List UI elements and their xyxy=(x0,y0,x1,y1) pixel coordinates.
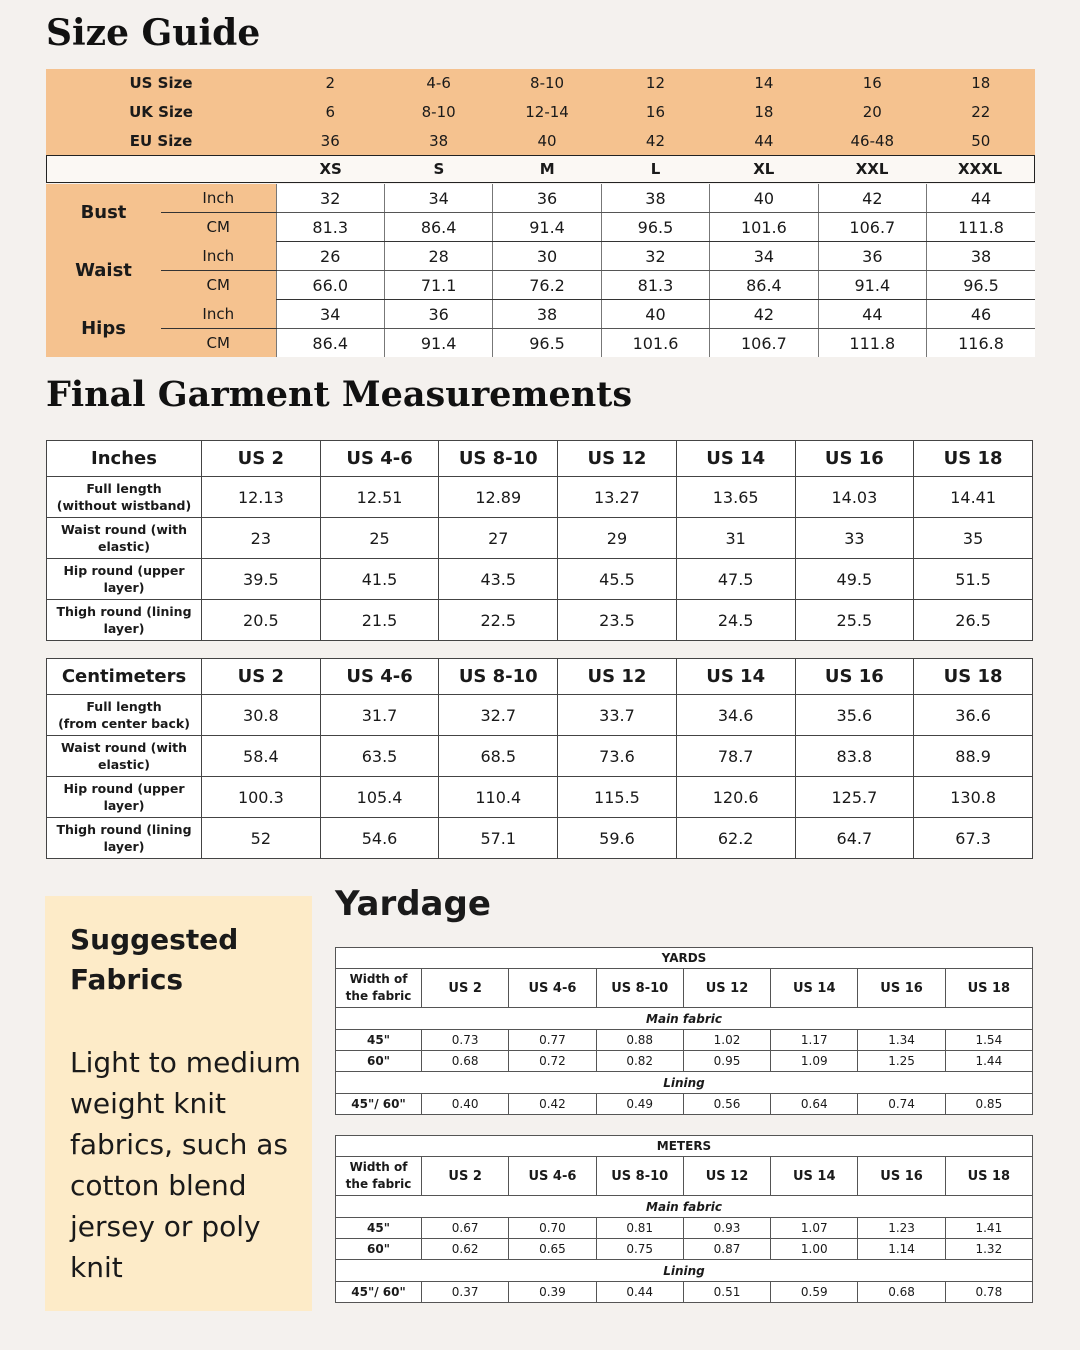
size-header: US 4-6 xyxy=(509,1157,596,1196)
us-size-label: US Size xyxy=(46,69,276,98)
value-cell: 1.17 xyxy=(771,1030,858,1051)
value-cell: 64.7 xyxy=(795,818,914,859)
letter-size-cell: S xyxy=(385,156,493,183)
value-cell: 0.59 xyxy=(771,1282,858,1303)
value-cell: 12.51 xyxy=(320,477,439,518)
size-header: US 16 xyxy=(858,1157,945,1196)
value-cell: 0.56 xyxy=(683,1094,770,1115)
value-cell: 1.41 xyxy=(945,1218,1032,1239)
bust-inch-row xyxy=(46,184,1035,213)
width-header-line1: Width of xyxy=(349,972,408,986)
waist-cm-row xyxy=(46,271,1035,300)
value-cell: 105.4 xyxy=(320,777,439,818)
suggested-fabrics-panel xyxy=(45,896,312,1311)
measure-cell: 34 xyxy=(384,184,492,213)
yards-caption: YARDS xyxy=(336,948,1033,969)
measure-cell: 44 xyxy=(927,184,1035,213)
value-cell: 54.6 xyxy=(320,818,439,859)
measure-cell: 86.4 xyxy=(276,329,384,358)
value-cell: 14.03 xyxy=(795,477,914,518)
value-cell: 23.5 xyxy=(558,600,677,641)
measure-cell: 30 xyxy=(493,242,601,271)
value-cell: 0.49 xyxy=(596,1094,683,1115)
value-cell: 22.5 xyxy=(439,600,558,641)
garment-centimeters-table xyxy=(46,658,1033,859)
size-header: US 14 xyxy=(676,441,795,477)
measure-cell: 34 xyxy=(710,242,818,271)
value-cell: 68.5 xyxy=(439,736,558,777)
size-header: US 8-10 xyxy=(439,659,558,695)
value-cell: 25.5 xyxy=(795,600,914,641)
main-fabric-label: Main fabric xyxy=(336,1196,1033,1218)
uk-size-cell: 12-14 xyxy=(493,98,601,127)
size-header: US 16 xyxy=(795,659,914,695)
value-cell: 1.44 xyxy=(945,1051,1032,1072)
measure-cell: 71.1 xyxy=(384,271,492,300)
letter-size-cell: XXL xyxy=(818,156,926,183)
measure-cell: 101.6 xyxy=(601,329,709,358)
value-cell: 20.5 xyxy=(202,600,321,641)
value-cell: 125.7 xyxy=(795,777,914,818)
measure-cell: 66.0 xyxy=(276,271,384,300)
row-label: Waist round (with elastic) xyxy=(47,736,202,777)
table-row xyxy=(47,518,1033,559)
value-cell: 83.8 xyxy=(795,736,914,777)
uk-size-label: UK Size xyxy=(46,98,276,127)
table-row xyxy=(47,559,1033,600)
measure-cell: 38 xyxy=(601,184,709,213)
measure-cell: 96.5 xyxy=(601,213,709,242)
value-cell: 35 xyxy=(914,518,1033,559)
value-cell: 0.62 xyxy=(422,1239,509,1260)
uk-size-cell: 20 xyxy=(818,98,926,127)
eu-size-label: EU Size xyxy=(46,126,276,155)
us-size-cell: 8-10 xyxy=(493,69,601,98)
value-cell: 0.93 xyxy=(683,1218,770,1239)
value-cell: 1.54 xyxy=(945,1030,1032,1051)
value-cell: 45.5 xyxy=(558,559,677,600)
value-cell: 0.82 xyxy=(596,1051,683,1072)
measure-cell: 106.7 xyxy=(710,329,818,358)
table-row xyxy=(336,1094,1033,1115)
value-cell: 1.07 xyxy=(771,1218,858,1239)
value-cell: 0.88 xyxy=(596,1030,683,1051)
value-cell: 12.13 xyxy=(202,477,321,518)
measure-cell: 91.4 xyxy=(818,271,926,300)
measure-cell: 36 xyxy=(384,300,492,329)
measure-cell: 32 xyxy=(601,242,709,271)
table-header-row xyxy=(336,969,1033,1008)
value-cell: 14.41 xyxy=(914,477,1033,518)
table-row xyxy=(336,1218,1033,1239)
value-cell: 29 xyxy=(558,518,677,559)
size-header: US 18 xyxy=(914,441,1033,477)
table-row xyxy=(47,818,1033,859)
value-cell: 63.5 xyxy=(320,736,439,777)
value-cell: 49.5 xyxy=(795,559,914,600)
meters-caption: METERS xyxy=(336,1136,1033,1157)
measure-cell: 36 xyxy=(818,242,926,271)
value-cell: 78.7 xyxy=(676,736,795,777)
unit-label: Inch xyxy=(161,184,276,213)
letter-size-cell: XS xyxy=(277,156,385,183)
us-size-row xyxy=(46,69,1035,98)
unit-label: Inch xyxy=(161,300,276,329)
table-header-row xyxy=(47,659,1033,695)
garment-inches-table xyxy=(46,440,1033,641)
table-row xyxy=(336,1030,1033,1051)
measure-cell: 34 xyxy=(276,300,384,329)
size-conversion-table xyxy=(46,69,1035,155)
table-row xyxy=(47,695,1033,736)
size-header: US 12 xyxy=(683,969,770,1008)
size-header: US 2 xyxy=(422,969,509,1008)
width-header-line2: the fabric xyxy=(345,989,412,1003)
waist-label: Waist xyxy=(46,242,161,300)
size-header: US 12 xyxy=(683,1157,770,1196)
letter-size-cell: M xyxy=(493,156,601,183)
width-label: 45"/ 60" xyxy=(336,1094,422,1115)
value-cell: 1.02 xyxy=(683,1030,770,1051)
value-cell: 0.68 xyxy=(858,1282,945,1303)
unit-header: Inches xyxy=(47,441,202,477)
letter-size-cell: XL xyxy=(710,156,818,183)
value-cell: 0.78 xyxy=(945,1282,1032,1303)
size-header: US 14 xyxy=(771,969,858,1008)
value-cell: 0.75 xyxy=(596,1239,683,1260)
value-cell: 59.6 xyxy=(558,818,677,859)
row-label xyxy=(47,695,202,736)
measure-cell: 38 xyxy=(493,300,601,329)
row-label-line1: Full length xyxy=(86,481,162,496)
measure-cell: 42 xyxy=(818,184,926,213)
row-label-line2: (from center back) xyxy=(58,716,190,731)
main-fabric-label: Main fabric xyxy=(336,1008,1033,1030)
measure-cell: 96.5 xyxy=(493,329,601,358)
measure-cell: 40 xyxy=(710,184,818,213)
value-cell: 31.7 xyxy=(320,695,439,736)
letter-size-row xyxy=(46,155,1035,183)
value-cell: 1.32 xyxy=(945,1239,1032,1260)
fabrics-description: Light to medium weight knit fabrics, such as cotton blend jersey or poly knit xyxy=(70,1046,301,1284)
eu-size-cell: 46-48 xyxy=(818,126,926,155)
value-cell: 21.5 xyxy=(320,600,439,641)
value-cell: 1.23 xyxy=(858,1218,945,1239)
garment-title: Final Garment Measurements xyxy=(46,374,633,415)
width-label: 45"/ 60" xyxy=(336,1282,422,1303)
value-cell: 12.89 xyxy=(439,477,558,518)
measure-cell: 96.5 xyxy=(927,271,1035,300)
measure-cell: 101.6 xyxy=(710,213,818,242)
value-cell: 0.42 xyxy=(509,1094,596,1115)
value-cell: 73.6 xyxy=(558,736,677,777)
value-cell: 67.3 xyxy=(914,818,1033,859)
uk-size-cell: 22 xyxy=(927,98,1035,127)
value-cell: 0.39 xyxy=(509,1282,596,1303)
row-label: Hip round (upper layer) xyxy=(47,559,202,600)
row-label xyxy=(47,477,202,518)
value-cell: 58.4 xyxy=(202,736,321,777)
value-cell: 0.65 xyxy=(509,1239,596,1260)
letter-size-cell: XXXL xyxy=(926,156,1034,183)
unit-header: Centimeters xyxy=(47,659,202,695)
size-header: US 8-10 xyxy=(596,1157,683,1196)
measure-cell: 38 xyxy=(927,242,1035,271)
eu-size-cell: 42 xyxy=(601,126,709,155)
value-cell: 110.4 xyxy=(439,777,558,818)
measure-cell: 42 xyxy=(710,300,818,329)
row-label-line2: (without wistband) xyxy=(56,498,192,513)
value-cell: 0.37 xyxy=(422,1282,509,1303)
meters-table xyxy=(335,1135,1033,1303)
value-cell: 0.87 xyxy=(683,1239,770,1260)
width-label: 45" xyxy=(336,1030,422,1051)
measure-cell: 116.8 xyxy=(927,329,1035,358)
value-cell: 43.5 xyxy=(439,559,558,600)
value-cell: 31 xyxy=(676,518,795,559)
size-guide-title: Size Guide xyxy=(46,12,261,54)
width-label: 45" xyxy=(336,1218,422,1239)
measure-cell: 40 xyxy=(601,300,709,329)
width-header xyxy=(336,1157,422,1196)
unit-label: Inch xyxy=(161,242,276,271)
value-cell: 25 xyxy=(320,518,439,559)
us-size-cell: 14 xyxy=(710,69,818,98)
value-cell: 26.5 xyxy=(914,600,1033,641)
measure-cell: 36 xyxy=(493,184,601,213)
yards-table xyxy=(335,947,1033,1115)
hips-inch-row xyxy=(46,300,1035,329)
measure-cell: 46 xyxy=(927,300,1035,329)
eu-size-cell: 44 xyxy=(710,126,818,155)
value-cell: 120.6 xyxy=(676,777,795,818)
eu-size-cell: 36 xyxy=(276,126,384,155)
value-cell: 41.5 xyxy=(320,559,439,600)
lining-label: Lining xyxy=(336,1072,1033,1094)
size-header: US 14 xyxy=(771,1157,858,1196)
value-cell: 32.7 xyxy=(439,695,558,736)
value-cell: 23 xyxy=(202,518,321,559)
value-cell: 57.1 xyxy=(439,818,558,859)
value-cell: 0.67 xyxy=(422,1218,509,1239)
measure-cell: 91.4 xyxy=(384,329,492,358)
value-cell: 0.68 xyxy=(422,1051,509,1072)
us-size-cell: 16 xyxy=(818,69,926,98)
size-header: US 14 xyxy=(676,659,795,695)
width-label: 60" xyxy=(336,1051,422,1072)
value-cell: 0.51 xyxy=(683,1282,770,1303)
value-cell: 0.77 xyxy=(509,1030,596,1051)
value-cell: 0.95 xyxy=(683,1051,770,1072)
table-caption-row xyxy=(336,948,1033,969)
yardage-title: Yardage xyxy=(335,884,491,924)
size-header: US 4-6 xyxy=(320,659,439,695)
measure-cell: 86.4 xyxy=(710,271,818,300)
table-caption-row xyxy=(336,1136,1033,1157)
size-header: US 2 xyxy=(202,659,321,695)
size-header: US 12 xyxy=(558,441,677,477)
size-header: US 2 xyxy=(422,1157,509,1196)
value-cell: 1.00 xyxy=(771,1239,858,1260)
width-header-line1: Width of xyxy=(349,1160,408,1174)
value-cell: 115.5 xyxy=(558,777,677,818)
eu-size-cell: 40 xyxy=(493,126,601,155)
measure-cell: 81.3 xyxy=(276,213,384,242)
bust-cm-row xyxy=(46,213,1035,242)
value-cell: 33.7 xyxy=(558,695,677,736)
size-header: US 18 xyxy=(945,1157,1032,1196)
letter-size-cell: L xyxy=(601,156,709,183)
value-cell: 1.09 xyxy=(771,1051,858,1072)
value-cell: 24.5 xyxy=(676,600,795,641)
fabrics-title: Suggested Fabrics xyxy=(70,923,239,996)
table-row xyxy=(47,477,1033,518)
size-header: US 16 xyxy=(795,441,914,477)
value-cell: 0.70 xyxy=(509,1218,596,1239)
value-cell: 35.6 xyxy=(795,695,914,736)
measure-cell: 111.8 xyxy=(927,213,1035,242)
table-header-row xyxy=(47,441,1033,477)
uk-size-cell: 18 xyxy=(710,98,818,127)
eu-size-cell: 38 xyxy=(384,126,492,155)
section-row xyxy=(336,1072,1033,1094)
uk-size-cell: 8-10 xyxy=(384,98,492,127)
value-cell: 30.8 xyxy=(202,695,321,736)
value-cell: 51.5 xyxy=(914,559,1033,600)
row-label-line1: Full length xyxy=(86,699,162,714)
value-cell: 1.25 xyxy=(858,1051,945,1072)
value-cell: 62.2 xyxy=(676,818,795,859)
size-header: US 8-10 xyxy=(439,441,558,477)
measure-cell: 26 xyxy=(276,242,384,271)
value-cell: 13.27 xyxy=(558,477,677,518)
unit-label: CM xyxy=(161,329,276,358)
table-row xyxy=(47,777,1033,818)
us-size-cell: 2 xyxy=(276,69,384,98)
row-label: Waist round (with elastic) xyxy=(47,518,202,559)
measure-cell: 76.2 xyxy=(493,271,601,300)
hips-label: Hips xyxy=(46,300,161,358)
us-size-cell: 4-6 xyxy=(384,69,492,98)
lining-label: Lining xyxy=(336,1260,1033,1282)
section-row xyxy=(336,1260,1033,1282)
value-cell: 88.9 xyxy=(914,736,1033,777)
measure-cell: 86.4 xyxy=(384,213,492,242)
section-row xyxy=(336,1008,1033,1030)
measure-cell: 44 xyxy=(818,300,926,329)
table-row xyxy=(47,736,1033,777)
size-header: US 4-6 xyxy=(509,969,596,1008)
value-cell: 52 xyxy=(202,818,321,859)
value-cell: 0.74 xyxy=(858,1094,945,1115)
value-cell: 0.44 xyxy=(596,1282,683,1303)
width-label: 60" xyxy=(336,1239,422,1260)
value-cell: 0.40 xyxy=(422,1094,509,1115)
unit-label: CM xyxy=(161,271,276,300)
value-cell: 130.8 xyxy=(914,777,1033,818)
measure-cell: 81.3 xyxy=(601,271,709,300)
size-header: US 4-6 xyxy=(320,441,439,477)
uk-size-cell: 6 xyxy=(276,98,384,127)
table-header-row xyxy=(336,1157,1033,1196)
eu-size-row xyxy=(46,126,1035,155)
row-label: Thigh round (lining layer) xyxy=(47,818,202,859)
hips-cm-row xyxy=(46,329,1035,358)
value-cell: 39.5 xyxy=(202,559,321,600)
body-measurements-table xyxy=(46,184,1035,357)
table-row xyxy=(47,600,1033,641)
us-size-cell: 18 xyxy=(927,69,1035,98)
table-row xyxy=(336,1239,1033,1260)
value-cell: 1.34 xyxy=(858,1030,945,1051)
measure-cell: 106.7 xyxy=(818,213,926,242)
value-cell: 27 xyxy=(439,518,558,559)
value-cell: 0.81 xyxy=(596,1218,683,1239)
unit-label: CM xyxy=(161,213,276,242)
value-cell: 0.73 xyxy=(422,1030,509,1051)
size-header: US 16 xyxy=(858,969,945,1008)
measure-cell: 32 xyxy=(276,184,384,213)
uk-size-row xyxy=(46,98,1035,127)
width-header xyxy=(336,969,422,1008)
size-header: US 12 xyxy=(558,659,677,695)
size-header: US 8-10 xyxy=(596,969,683,1008)
value-cell: 1.14 xyxy=(858,1239,945,1260)
value-cell: 47.5 xyxy=(676,559,795,600)
us-size-cell: 12 xyxy=(601,69,709,98)
section-row xyxy=(336,1196,1033,1218)
eu-size-cell: 50 xyxy=(927,126,1035,155)
letter-size-blank xyxy=(47,156,277,183)
size-header: US 2 xyxy=(202,441,321,477)
measure-cell: 91.4 xyxy=(493,213,601,242)
bust-label: Bust xyxy=(46,184,161,242)
table-row xyxy=(336,1282,1033,1303)
measure-cell: 111.8 xyxy=(818,329,926,358)
value-cell: 0.72 xyxy=(509,1051,596,1072)
row-label: Thigh round (lining layer) xyxy=(47,600,202,641)
size-header: US 18 xyxy=(914,659,1033,695)
width-header-line2: the fabric xyxy=(345,1177,412,1191)
uk-size-cell: 16 xyxy=(601,98,709,127)
value-cell: 36.6 xyxy=(914,695,1033,736)
row-label: Hip round (upper layer) xyxy=(47,777,202,818)
value-cell: 0.64 xyxy=(771,1094,858,1115)
measure-cell: 28 xyxy=(384,242,492,271)
value-cell: 33 xyxy=(795,518,914,559)
value-cell: 100.3 xyxy=(202,777,321,818)
size-header: US 18 xyxy=(945,969,1032,1008)
waist-inch-row xyxy=(46,242,1035,271)
table-row xyxy=(336,1051,1033,1072)
value-cell: 0.85 xyxy=(945,1094,1032,1115)
value-cell: 34.6 xyxy=(676,695,795,736)
value-cell: 13.65 xyxy=(676,477,795,518)
